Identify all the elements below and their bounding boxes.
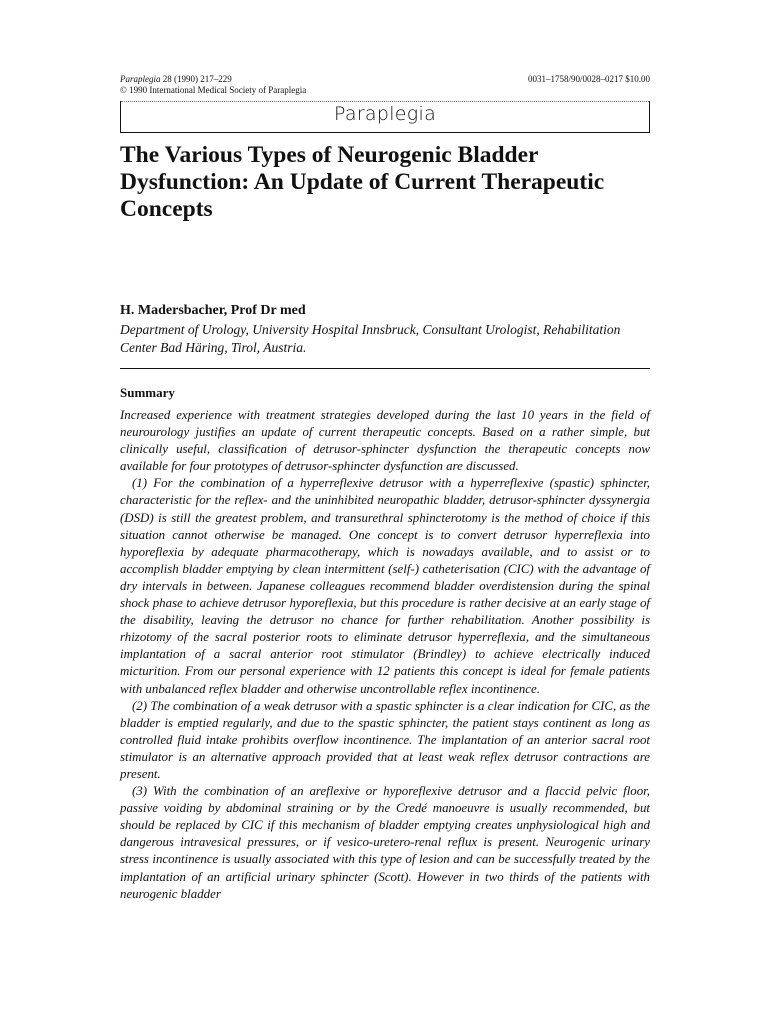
summary-paragraph: Increased experience with treatment strategies developed during the last 10 years in the field of neurourology justifies an update of current therapeutic concepts. Based on a rather simple, but clinically useful, classification of detrusor-sphincter dysfunction the therapeutic concepts now available for four prototypes of detrusor-sphincter dysfunction are discussed. [120, 408, 650, 474]
author-affiliation: Department of Urology, University Hospital Innsbruck, Consultant Urologist, Rehabilitation Center Bad Häring, Tirol, Austria. [120, 322, 621, 355]
summary-paragraph: (3) With the combination of an areflexive or hyporeflexive detrusor and a flaccid pelvic floor, passive voiding by abdominal straining or by the Credé manoeuvre is usually recommended, but should be replaced by CIC if this mechanism of bladder emptying creates unphysiological high and dangerous intravesical pressures, or if vesico-uretero-renal reflux is present. Neurogenic urinary stress incontinence is usually associated with this type of lesion and can be successfully treated by the implantation of an artificial urinary sphincter (Scott). However in two thirds of the patients with neurogenic bladder [120, 784, 650, 901]
citation-volume: 28 (1990) 217–229 [160, 74, 232, 84]
summary-heading: Summary [120, 385, 175, 400]
summary-body [120, 407, 650, 903]
journal-banner [120, 101, 650, 133]
article-page [120, 74, 650, 903]
summary-paragraph: (2) The combination of a weak detrusor with a spastic sphincter is a clear indication for CIC, as the bladder is emptied regularly, and due to the spastic sphincter, the patient stays continent as long as controlled fluid intake prohibits overflow incontinence. The implantation of an anterior sacral root stimulator is an alternative approach provided that at least weak reflex detrusor contractions are present. [120, 698, 650, 781]
article-title: The Various Types of Neurogenic Bladder Dysfunction: An Update of Current Therapeutic Concepts [120, 142, 605, 222]
section-divider [120, 368, 650, 369]
journal-name: Paraplegia [333, 103, 437, 125]
running-header [120, 74, 650, 96]
article-code: 0031–1758/90/0028–0217 $10.00 [527, 74, 650, 84]
copyright-line: © 1990 International Medical Society of Paraplegia [120, 85, 307, 95]
author-name: H. Madersbacher, Prof Dr med [120, 303, 306, 318]
citation-journal: Paraplegia [120, 74, 161, 84]
summary-paragraph: (1) For the combination of a hyperreflexive detrusor with a hyperreflexive (spastic) sphincter, characteristic for the reflex- and the uninhibited neuropathic bladder, detrusor-sphincter dyssynergia (DSD) is still the greatest problem, and transurethral sphincterotomy is the method of choice if this situation cannot otherwise be managed. One concept is to convert detrusor hyperreflexia into hyporeflexia by adequate pharmacotherapy, which is nowadays available, and to assist or to accomplish bladder emptying by clean intermittent (self-) catheterisation (CIC) with the advantage of dry intervals in between. Japanese colleagues recommend bladder overdistension during the spinal shock phase to achieve detrusor hyporeflexia, but this procedure is rather decisive at an early stage of the disability, leaving the detrusor no chance for further rehabilitation. Another possibility is rhizotomy of the sacral posterior roots to eliminate detrusor hyperreflexia, and the simultaneous implantation of a sacral anterior root stimulator (Brindley) to achieve electrically induced micturition. From our personal experience with 12 patients this concept is ideal for female patients with unbalanced reflex bladder and otherwise uncontrollable reflex incontinence. [120, 476, 650, 696]
citation-line [120, 74, 306, 85]
header-left [120, 74, 306, 96]
